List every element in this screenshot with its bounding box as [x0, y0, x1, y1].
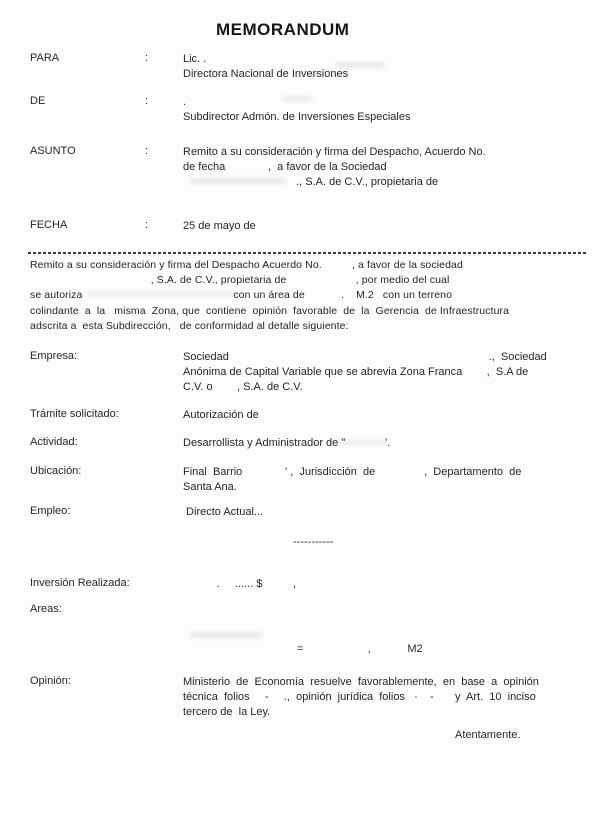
- field-de-label: DE: [30, 95, 46, 107]
- detail-value: [183, 577, 585, 592]
- scan-artifact: [336, 440, 388, 445]
- body-line: se autoriza con un área de . M.2 con un terreno: [30, 289, 453, 302]
- detail-label: Actividad:: [30, 436, 78, 448]
- field-fecha-value: [183, 219, 583, 234]
- field-de-value: [183, 95, 583, 125]
- field-fecha-colon: :: [145, 219, 149, 231]
- field-de-colon: :: [145, 95, 149, 107]
- detail-value-line: C.V. o , S.A. de C.V.: [183, 381, 303, 393]
- detail-value: [183, 350, 585, 395]
- scan-artifact: [282, 96, 312, 101]
- scan-artifact: [86, 291, 236, 297]
- detail-value-line: Final Barrio ' , Jurisdicción de , Departamento de: [183, 466, 522, 478]
- closing-atentamente: Atentamente.: [455, 729, 521, 741]
- detail-label: Opinión:: [30, 675, 71, 687]
- detail-value-line: Ministerio de Economía resuelve favorablemente, en base a opinión: [183, 676, 539, 688]
- field-value-line: Lic. .: [183, 53, 207, 65]
- detail-value-line: Directo Actual...: [183, 506, 264, 518]
- detail-value-line: Desarrollista y Administrador de " '.: [183, 437, 391, 449]
- field-value-line: ., S.A. de C.V., propietaria de: [183, 176, 439, 188]
- detail-value: [183, 408, 585, 423]
- detail-value-line: tercero de la Ley.: [183, 706, 271, 718]
- detail-label: Areas:: [30, 603, 62, 615]
- scan-artifact: [336, 62, 384, 68]
- field-para-label: PARA: [30, 52, 60, 64]
- field-asunto-label: ASUNTO: [30, 145, 76, 157]
- detail-value-line: . ...... $ ,: [183, 578, 297, 590]
- detail-value-line: Anónima de Capital Variable que se abrevia Zona Franca , S.A de: [183, 366, 529, 378]
- detail-value: [183, 675, 585, 720]
- detail-label: Empresa:: [30, 350, 78, 362]
- field-para-colon: :: [145, 52, 149, 64]
- page-title: MEMORANDUM: [216, 20, 350, 39]
- body-line: colindante a la misma Zona, que contiene opinión favorable de la Gerencia de Infraestructura: [30, 304, 510, 317]
- mini-dash-divider: -----------: [293, 536, 334, 548]
- body-line: adscrita a esta Subdirección, de conformidad al detalle siguiente:: [30, 319, 349, 332]
- body-line: , S.A. de C.V., propietaria de , por medio del cual: [30, 274, 450, 287]
- scan-artifact: [190, 178, 286, 184]
- detail-value-line: Sociedad ., Sociedad: [183, 351, 547, 363]
- field-value-line: Subdirector Admón. de Inversiones Especiales: [183, 111, 411, 123]
- detail-label: Ubicación:: [30, 465, 82, 477]
- detail-value-line: técnica folios - ., opinión jurídica folios · - y Art. 10 inciso: [183, 691, 536, 703]
- field-value-line: 25 de mayo de: [183, 220, 256, 232]
- field-fecha-label: FECHA: [30, 219, 68, 231]
- detail-value-line: Autorización de: [183, 409, 259, 421]
- field-asunto-colon: :: [145, 145, 149, 157]
- detail-label: Trámite solicitado:: [30, 408, 119, 420]
- detail-label: Empleo:: [30, 505, 71, 517]
- field-value-line: .: [183, 96, 187, 108]
- body-line: Remito a su consideración y firma del Despacho Acuerdo No. , a favor de la sociedad: [30, 259, 463, 271]
- area-equals-line: = , M2: [297, 643, 423, 655]
- field-value-line: Directora Nacional de Inversiones: [183, 68, 349, 80]
- detail-value: [183, 465, 585, 495]
- field-value-line: Remito a su consideración y firma del Despacho, Acuerdo No.: [183, 146, 486, 158]
- field-value-line: de fecha , a favor de la Sociedad: [183, 161, 387, 173]
- detail-value-line: Santa Ana.: [183, 481, 237, 493]
- scan-artifact: [190, 632, 262, 638]
- dotted-separator: [28, 252, 586, 254]
- detail-value: [183, 505, 585, 520]
- detail-label: Inversión Realizada:: [30, 577, 130, 589]
